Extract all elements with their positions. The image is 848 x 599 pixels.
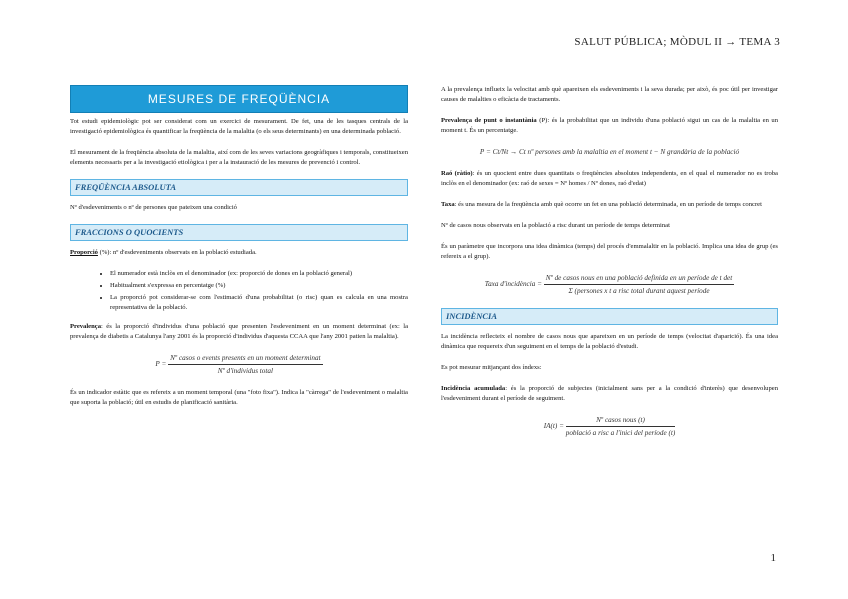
point-prevalence-formula: P = Ct/Nt → Ct nº persones amb la malaltia en el moment t − N grandària de la població (479, 148, 740, 156)
cumulative-incidence-term: Incidència acumulada (441, 385, 506, 392)
left-column (70, 85, 408, 419)
rate-formula-text: Nº de casos nous observats en la població a risc durant un període de temps determinat (441, 222, 670, 229)
prevalence-text: : és la proporció d'individus d'una població que presenten l'esdeveniment en un moment determinat (ex: la prevalença de diabetis a Catalunya l'any 2001 és la proporció d'individus d'aquesta CCAA que l'any 2001 patien la malaltia). (70, 323, 408, 340)
section-heading-absolute-frequency: FREQÜÈNCIA ABSOLUTA (70, 179, 408, 196)
closing-paragraph: És un indicador estàtic que es refereix a un moment temporal (una "foto fixa"). Indica la "càrrega" de l'esdeveniment o malaltia que suporta la població; útil en estudis de planificació sanitària. (70, 389, 408, 406)
formula-lhs: Taxa d'incidència = (484, 280, 542, 289)
intro-paragraph-1: Tot estudi epidemiològic pot ser considerat com un exercici de mesurament. De fet, una de les tasques centrals de la investigació epidemiològica és quantificar la freqüència de la malaltia (o els seus determinants) en una determinada població. (70, 118, 408, 135)
formula-denominator: població a risc a l'inici del període (t) (565, 429, 676, 437)
proportion-term: Proporció (70, 249, 98, 256)
proportion-text: (%): nº d'esdeveniments observats en la població estudiada. (97, 249, 257, 256)
incidence-paragraph-2: Es pot mesurar mitjançant dos índexs: (441, 364, 542, 371)
ratio-text: : és un quocient entre dues quantitats o freqüències absolutes independents, en el qual el numerador no es troba inclòs en el denominador (ex: raó de sexes = Nº homes / Nº dones, raó d'edat) (441, 170, 778, 187)
list-item: • Habitualment s'expressa en percentatge (%) (110, 281, 408, 291)
formula-lhs: IA(t) = (543, 422, 564, 431)
ratio-term: Raó (ràtio) (441, 170, 473, 177)
formula-denominator: Σ (persones x t a risc total durant aquest període (568, 287, 710, 295)
absolute-frequency-text: Nº d'esdeveniments o nº de persones que pateixen una condició (70, 204, 237, 211)
formula-denominator: Nº d'individus total (217, 367, 273, 375)
formula-numerator: Nº casos nous (t) (566, 415, 676, 427)
ratio-definition (441, 169, 778, 189)
proportion-bullet-list (70, 269, 408, 313)
formula-lhs: P = (155, 360, 167, 369)
formula-fraction (168, 353, 322, 376)
list-item: • La proporció pot considerar-se com l'estimació d'una probabilitat (o risc) quan es calcula en una mostra representativa de la població. (110, 293, 408, 313)
formula-numerator: Nº de casos nous en una població definida en un període de t det (544, 273, 734, 285)
page-header: SALUT PÚBLICA; MÒDUL II → TEMA 3 (574, 36, 780, 48)
formula-fraction (544, 273, 734, 296)
dynamic-paragraph: És un paràmetre que incorpora una idea dinàmica (temps) del procés d'emmalaltir en la població. Implica una idea de grup (es refereix a el grup). (441, 243, 778, 260)
prevalence-definition (70, 322, 408, 342)
cumulative-incidence-text: : és la proporció de subjectes (inicialment sans per a la condició d'interès) que desenvolupen l'esdeveniment durant el període de seguiment. (441, 385, 778, 402)
rate-definition (441, 200, 778, 210)
incidence-rate-formula (441, 273, 778, 296)
formula-fraction (566, 415, 676, 438)
rate-term: Taxa (441, 201, 455, 208)
rate-text: : és una mesura de la freqüència amb què ocorre un fet en una població determinada, en un període de temps concret (454, 201, 762, 208)
page-title: MESURES DE FREQÜÈNCIA (70, 85, 408, 113)
cumulative-incidence-definition (441, 384, 778, 404)
formula-numerator: Nº casos o events presents en un moment determinat (168, 353, 322, 365)
proportion-definition (70, 248, 408, 258)
cumulative-incidence-formula (441, 415, 778, 438)
right-column (441, 85, 778, 450)
page-number: 1 (770, 552, 776, 564)
intro-paragraph-2: El mesurament de la freqüència absoluta de la malaltia, així com de les seves variacions geogràfiques i temporals, constitueixen elements necessaris per a la investigació etiològica i per a la instauració de les mesures de prevenció i control. (70, 149, 408, 166)
list-item: • El numerador està inclòs en el denominador (ex: proporció de dones en la població general) (110, 269, 408, 279)
prevalence-influence-paragraph: A la prevalença influeix la velocitat amb què apareixen els esdeveniments i la seva durada; per això, és poc útil per investigar causes de malalties o eficàcia de tractaments. (441, 86, 778, 103)
point-prevalence-text: (P): és la probabilitat que un individu d'una població sigui un cas de la malaltia en un moment t. És un percentatge. (441, 117, 778, 134)
prevalence-term: Prevalença (70, 323, 102, 330)
point-prevalence-term: Prevalença de punt o instantània (441, 117, 537, 124)
section-heading-fractions: FRACCIONS O QUOCIENTS (70, 224, 408, 241)
prevalence-formula (70, 353, 408, 376)
section-heading-incidence: INCIDÈNCIA (441, 308, 778, 325)
incidence-paragraph-1: La incidència reflecteix el nombre de casos nous que apareixen en un període de temps (velocitat d'aparició). És una idea dinàmica que requereix d'un seguiment en el temps de la població d'estudi. (441, 333, 778, 350)
point-prevalence-definition (441, 116, 778, 136)
